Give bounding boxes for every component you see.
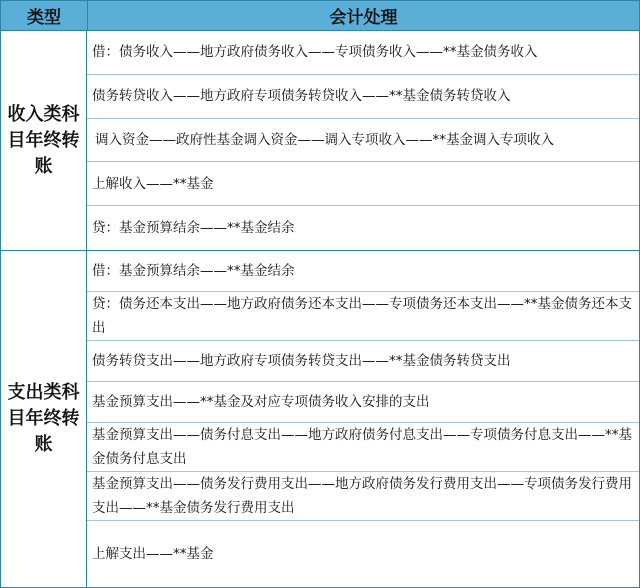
row-text: 上解收入——**基金 [92,175,214,192]
expense-rows [87,251,639,587]
row-text: 基金预算支出——债务发行费用支出——地方政府债务发行费用支出——专项债务发行费用支出——**基金债务发行费用支出 [92,476,632,516]
expense-type-cell: 支出类科目年终转账 [1,251,87,587]
table-row [87,251,639,292]
income-rows [87,31,639,250]
income-group [1,31,639,251]
table-row [87,162,639,206]
row-text: 贷：债务还本支出——地方政府债务还本支出——专项债务还本支出——**基金债务还本支出 [92,296,632,336]
table-row [87,521,639,587]
row-text: 上解支出——**基金 [92,546,214,562]
row-text: 借：债务收入——地方政府债务收入——专项债务收入——**基金债务收入 [92,44,538,61]
table-row [87,341,639,382]
table-row [87,423,639,472]
row-text: 调入资金——政府性基金调入资金——调入专项收入——**基金调入专项收入 [95,131,554,148]
table-row [87,75,639,119]
table-header [1,1,639,31]
row-text: 债务转贷支出——地方政府专项债务转贷支出——**基金债务转贷支出 [92,353,511,369]
row-text: 借：基金预算结余——**基金结余 [92,263,295,279]
row-text: 基金预算支出——**基金及对应专项债务收入安排的支出 [92,394,430,410]
row-text: 债务转贷收入——地方政府专项债务转贷收入——**基金债务转贷收入 [92,88,511,105]
row-text: 贷：基金预算结余——**基金结余 [92,220,295,237]
table-row [87,206,639,250]
expense-group [1,251,639,587]
table-row [87,382,639,423]
header-processing: 会计处理 [329,8,398,28]
table-row [87,292,639,341]
table-row [87,472,639,521]
table-row [87,31,639,75]
header-type: 类型 [1,1,88,30]
row-text: 基金预算支出——债务付息支出——地方政府债务付息支出——专项债务付息支出——**基金债务付息支出 [92,427,632,467]
income-type-cell: 收入类科目年终转账 [1,31,87,250]
table-row [87,119,639,163]
